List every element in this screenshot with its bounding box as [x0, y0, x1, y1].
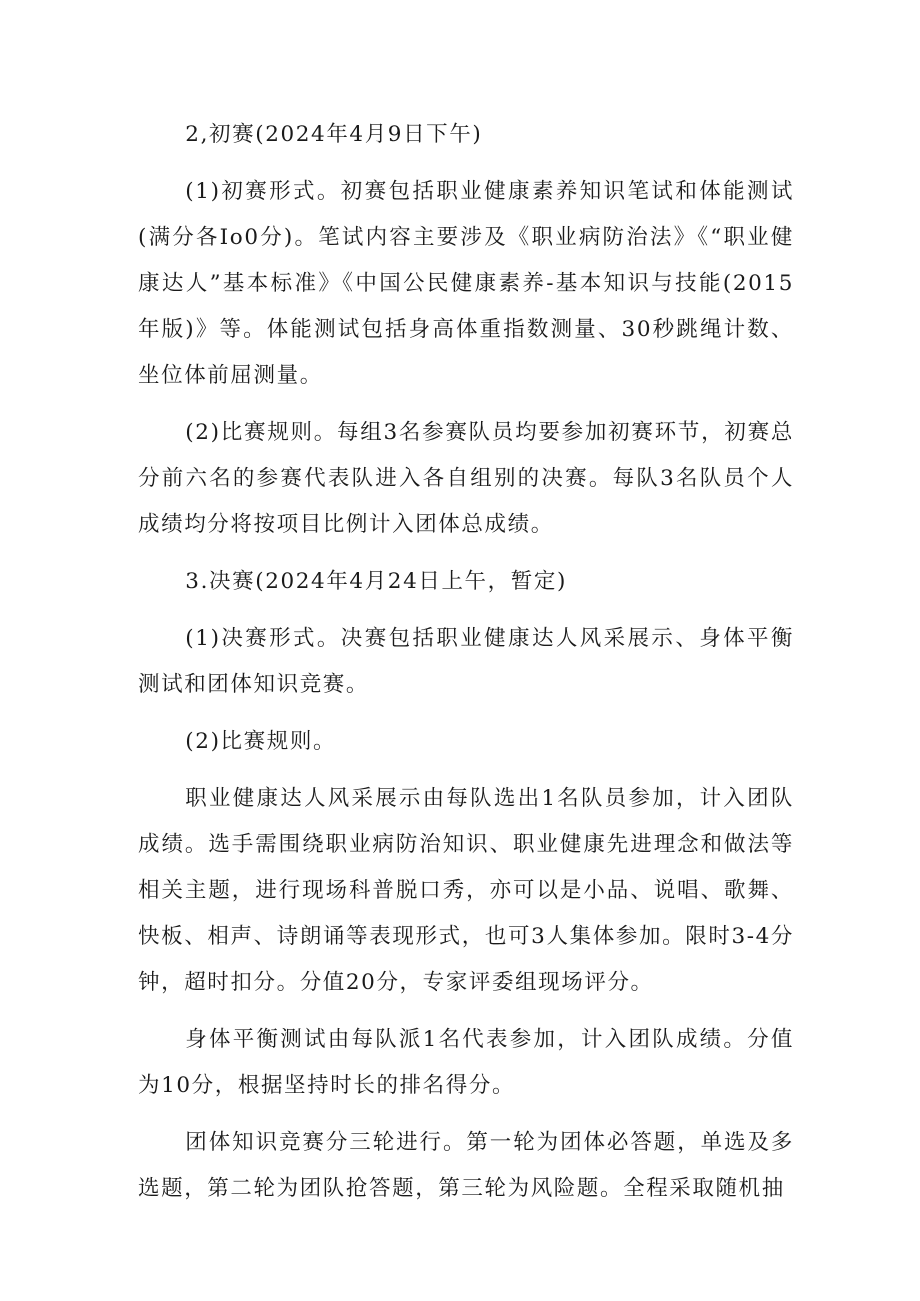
document-body	[138, 112, 794, 1223]
paragraph-final-rules-heading: (2)比赛规则。	[185, 729, 337, 754]
section-heading-preliminary: 2,初赛(2024年4月9日下午)	[185, 122, 483, 147]
paragraph-balance-test: 身体平衡测试由每队派1名代表参加，计入团队成绩。分值为10分，根据坚持时长的排名得分。	[138, 1027, 794, 1098]
paragraph-showcase: 职业健康达人风采展示由每队选出1名队员参加，计入团队成绩。选手需围绕职业病防治知识、职业健康先进理念和做法等相关主题，进行现场科普脱口秀，亦可以是小品、说唱、歌舞、快板、相声、诗朗诵等表现形式，也可3人集体参加。限时3-4分钟，超时扣分。分值20分，专家评委组现场评分。	[138, 786, 794, 995]
paragraph-final-format: (1)决赛形式。决赛包括职业健康达人风采展示、身体平衡测试和团体知识竞赛。	[138, 626, 794, 697]
paragraph-team-quiz: 团体知识竞赛分三轮进行。第一轮为团体必答题，单选及多选题，第二轮为团队抢答题，第三轮为风险题。全程采取随机抽	[138, 1130, 794, 1201]
section-heading-final: 3.决赛(2024年4月24日上午，暂定)	[185, 569, 567, 594]
paragraph-preliminary-format: (1)初赛形式。初赛包括职业健康素养知识笔试和体能测试(满分各Io0分)。笔试内容主要涉及《职业病防治法》《“职业健康达人”基本标准》《中国公民健康素养-基本知识与技能(2015年版)》等。体能测试包括身高体重指数测量、30秒跳绳计数、坐位体前屈测量。	[138, 179, 794, 388]
paragraph-preliminary-rules: (2)比赛规则。每组3名参赛队员均要参加初赛环节，初赛总分前六名的参赛代表队进入各自组别的决赛。每队3名队员个人成绩均分将按项目比例计入团体总成绩。	[138, 420, 794, 537]
